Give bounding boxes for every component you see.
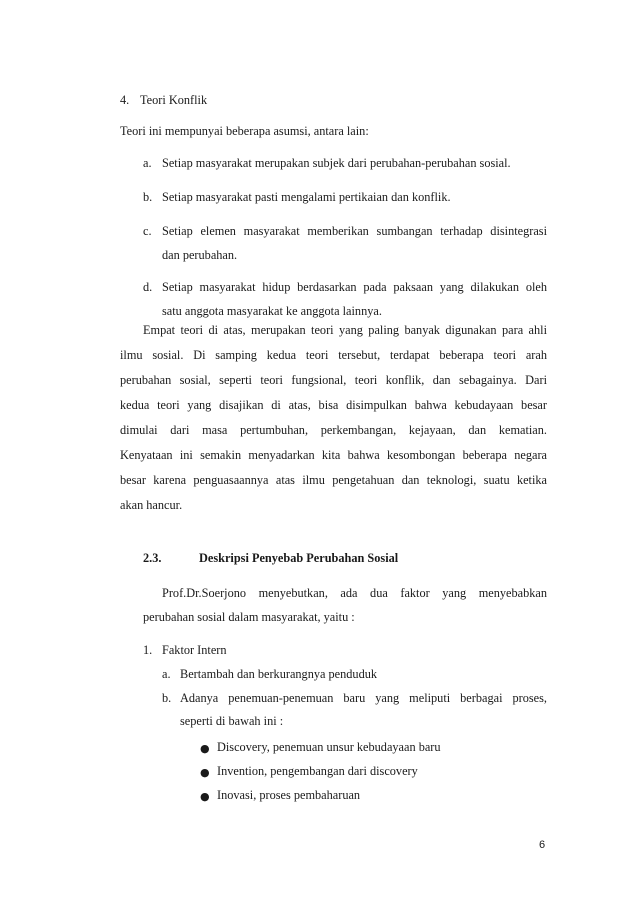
paragraph-line: kedua teori yang disajikan di atas, bisa disimpulkan bahwa kebudayaan besar	[120, 398, 547, 412]
list-item-text: Setiap masyarakat merupakan subjek dari perubahan-perubahan sosial.	[162, 156, 511, 170]
bullet-icon: ●	[200, 790, 210, 803]
list-item-text-continued: dan perubahan.	[162, 248, 238, 262]
bullet-item-text: Discovery, penemuan unsur kebudayaan baru	[217, 740, 441, 754]
section-4-title: Teori Konflik	[140, 93, 208, 107]
section-4-intro: Teori ini mempunyai beberapa asumsi, antara lain:	[120, 124, 369, 138]
section-2-3-number: 2.3.	[143, 551, 162, 565]
paragraph-line: Empat teori di atas, merupakan teori yang paling banyak digunakan para ahli	[143, 323, 547, 337]
factor-item-label: b.	[162, 691, 172, 705]
bullet-item-text: Inovasi, proses pembaharuan	[217, 788, 361, 802]
list-item-text: Setiap elemen masyarakat memberikan sumbangan terhadap disintegrasi	[162, 224, 547, 238]
list-item-label: b.	[143, 190, 153, 204]
bullet-icon: ●	[200, 766, 210, 779]
page-number: 6	[539, 839, 546, 851]
factor-item-label: a.	[162, 667, 171, 681]
section-4-number: 4.	[120, 93, 130, 107]
paragraph-line: akan hancur.	[120, 498, 183, 512]
paragraph-line: besar karena penguasaannya atas ilmu pengetahuan dan teknologi, suatu ketika	[120, 473, 547, 487]
paragraph-line: perubahan sosial dalam masyarakat, yaitu :	[143, 610, 355, 624]
factor-title: Faktor Intern	[162, 643, 227, 657]
paragraph-line: perubahan sosial, seperti teori fungsional, teori konflik, dan sebagainya. Dari	[120, 373, 547, 387]
list-item-text-continued: satu anggota masyarakat ke anggota lainnya.	[162, 304, 382, 318]
list-item-text: Setiap masyarakat pasti mengalami pertikaian dan konflik.	[162, 190, 451, 204]
paragraph-line: dimulai dari masa pertumbuhan, perkembangan, kejayaan, dan kematian.	[120, 423, 547, 437]
factor-number: 1.	[143, 643, 153, 657]
paragraph-line: Prof.Dr.Soerjono menyebutkan, ada dua faktor yang menyebabkan	[162, 586, 547, 600]
list-item-label: d.	[143, 280, 153, 294]
factor-item-text-continued: seperti di bawah ini :	[180, 714, 284, 728]
paragraph-line: Kenyataan ini semakin menyadarkan kita bahwa kesombongan beberapa negara	[120, 448, 547, 462]
bullet-icon: ●	[200, 742, 210, 755]
list-item-label: a.	[143, 156, 152, 170]
paragraph-line: ilmu sosial. Di samping kedua teori tersebut, terdapat beberapa teori arah	[120, 348, 547, 362]
section-2-3-title: Deskripsi Penyebab Perubahan Sosial	[199, 551, 399, 565]
factor-item-text: Adanya penemuan-penemuan baru yang meliputi berbagai proses,	[180, 691, 547, 705]
bullet-item-text: Invention, pengembangan dari discovery	[217, 764, 418, 778]
list-item-label: c.	[143, 224, 152, 238]
factor-item-text: Bertambah dan berkurangnya penduduk	[180, 667, 378, 681]
list-item-text: Setiap masyarakat hidup berdasarkan pada paksaan yang dilakukan oleh	[162, 280, 547, 294]
